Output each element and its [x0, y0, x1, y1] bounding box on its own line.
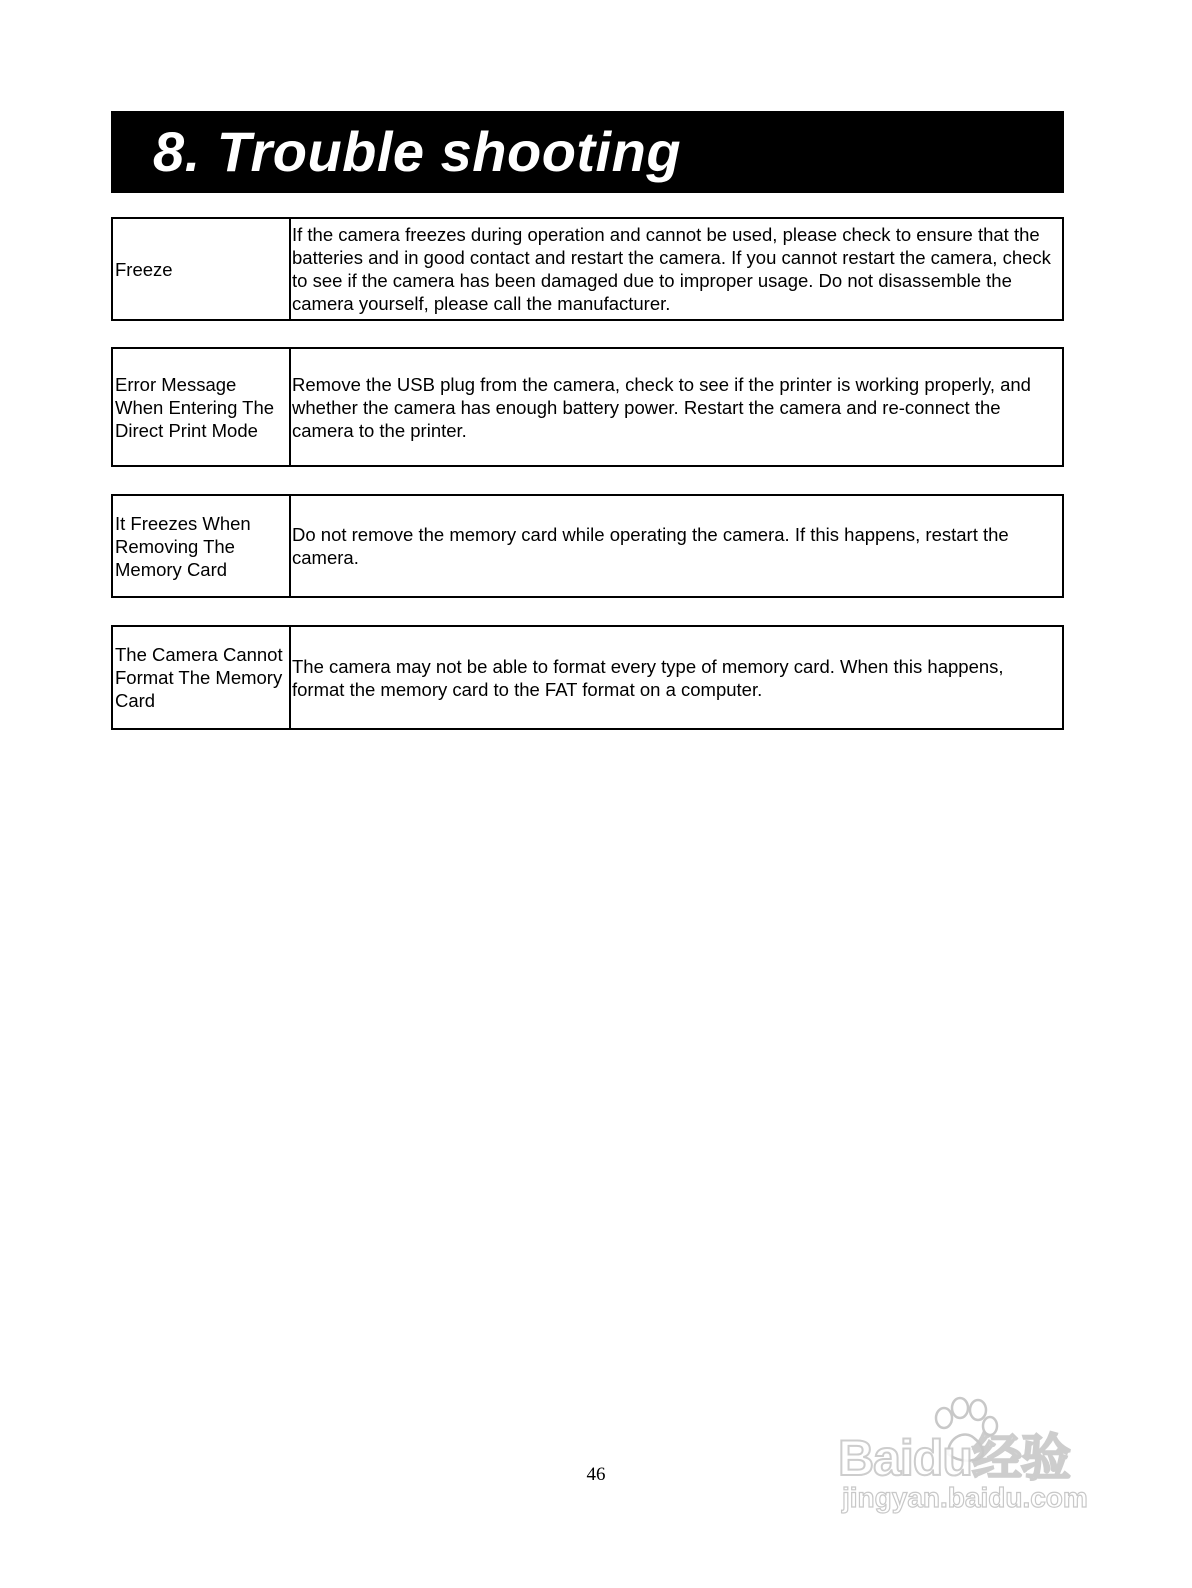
issue-cell [113, 349, 291, 465]
issue-label: The Camera Cannot Format The Memory Card [115, 644, 283, 711]
watermark-url: jingyan.baidu.com [842, 1482, 1088, 1513]
troubleshooting-row [111, 494, 1064, 598]
solution-text: Do not remove the memory card while operating the camera. If this happens, restart the camera. [292, 524, 1009, 568]
solution-text: The camera may not be able to format every type of memory card. When this happens, format the memory card to the FAT format on a computer. [292, 655, 1004, 700]
watermark-logo: Baidu经验 [838, 1430, 1070, 1486]
troubleshooting-row [111, 625, 1064, 730]
issue-cell [113, 627, 291, 728]
section-heading-bar [111, 111, 1064, 193]
solution-cell [291, 627, 1062, 728]
issue-cell [113, 219, 291, 319]
issue-label: It Freezes When Removing The Memory Card [115, 512, 251, 580]
issue-cell [113, 496, 291, 596]
solution-text: Remove the USB plug from the camera, check to see if the printer is working properly, and whether the camera has enough battery power. Restart the camera and re-connect the camera to the printer. [292, 373, 1031, 441]
issue-label: Freeze [115, 258, 173, 280]
troubleshooting-row [111, 217, 1064, 321]
section-heading: 8. Trouble shooting [153, 120, 682, 183]
solution-cell [291, 219, 1062, 319]
issue-label: Error Message When Entering The Direct Print Mode [115, 373, 275, 441]
page-number: 46 [586, 1464, 606, 1485]
solution-cell [291, 496, 1062, 596]
solution-cell [291, 349, 1062, 465]
baidu-jingyan-watermark [834, 1396, 1114, 1526]
troubleshooting-row [111, 347, 1064, 467]
solution-text: If the camera freezes during operation and cannot be used, please check to ensure that the batteries and in good contact and restart the camera. If you cannot restart the camera, check to see if the camera has been damaged due to improper usage. Do not disassemble the camera yourself, please call the manufacturer. [292, 224, 1051, 314]
